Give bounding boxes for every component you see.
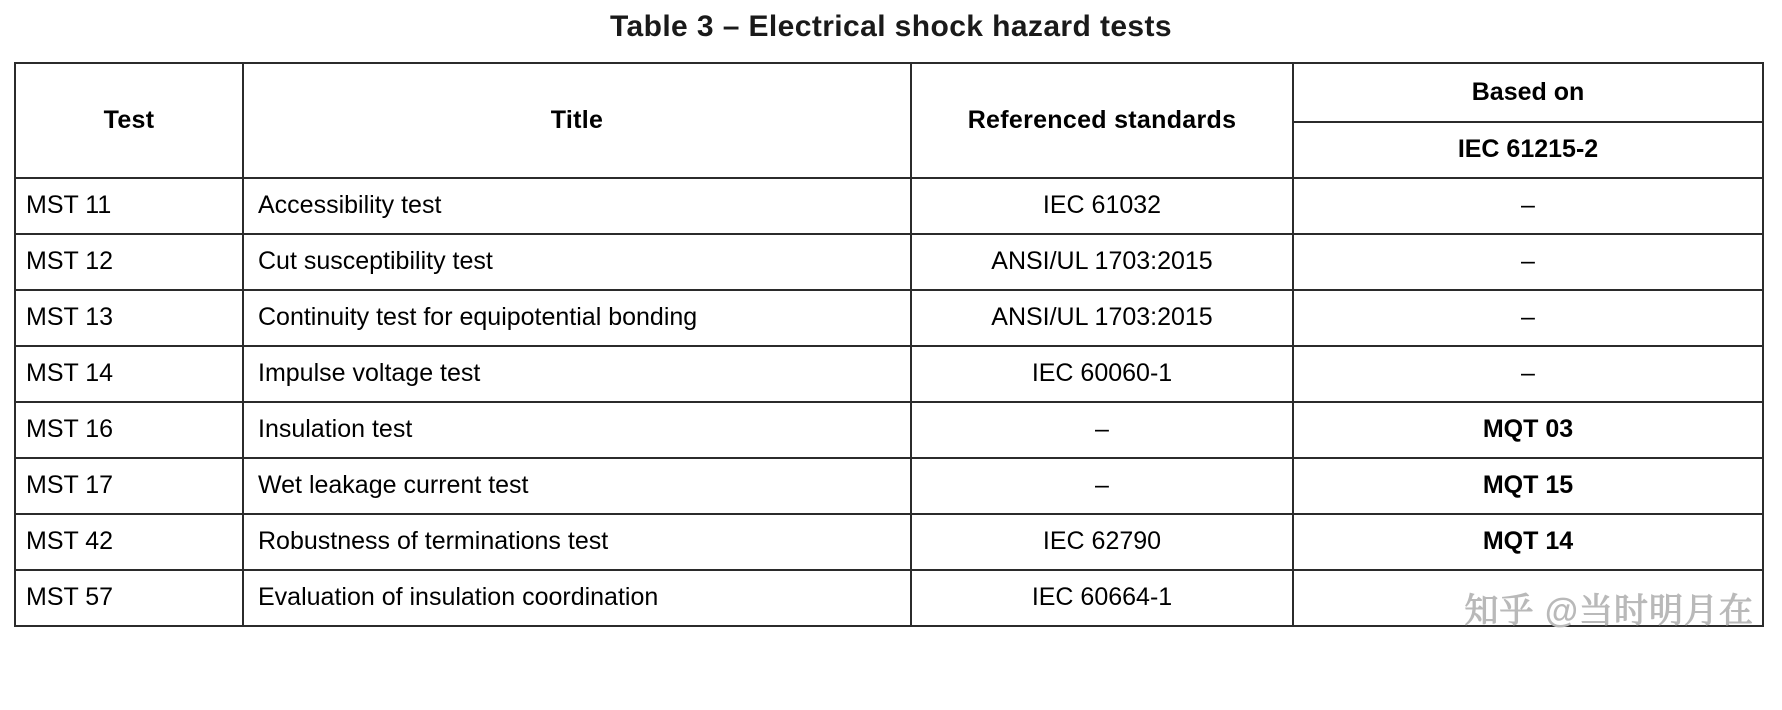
table-container xyxy=(14,62,1764,627)
watermark-text: 知乎 @当时明月在 xyxy=(1464,592,1754,630)
table-body xyxy=(15,178,1763,626)
cell-based-on: – xyxy=(1293,178,1763,234)
table-header xyxy=(15,63,1763,178)
table-row xyxy=(15,458,1763,514)
column-header-based-on-standard: IEC 61215-2 xyxy=(1457,135,1599,163)
cell-based-on: MQT 03 xyxy=(1293,402,1763,458)
column-header-title: Title xyxy=(243,63,911,178)
table-row xyxy=(15,178,1763,234)
column-header-referenced-standards: Referenced standards xyxy=(911,63,1293,178)
column-header-based-on: Based on IEC 61215-2 xyxy=(1293,63,1763,178)
cell-test: MST 11 xyxy=(15,178,243,234)
cell-test: MST 42 xyxy=(15,514,243,570)
cell-referenced-standards: ANSI/UL 1703:2015 xyxy=(911,234,1293,290)
cell-referenced-standards: IEC 60060-1 xyxy=(911,346,1293,402)
cell-title: Robustness of terminations test xyxy=(243,514,911,570)
cell-based-on xyxy=(1293,570,1763,626)
cell-referenced-standards: IEC 60664-1 xyxy=(911,570,1293,626)
cell-based-on: – xyxy=(1293,290,1763,346)
cell-based-on: MQT 14 xyxy=(1293,514,1763,570)
cell-test: MST 16 xyxy=(15,402,243,458)
cell-title: Cut susceptibility test xyxy=(243,234,911,290)
cell-test: MST 12 xyxy=(15,234,243,290)
cell-based-on: – xyxy=(1293,346,1763,402)
table-row xyxy=(15,346,1763,402)
cell-referenced-standards: – xyxy=(911,402,1293,458)
table-row xyxy=(15,514,1763,570)
cell-title: Insulation test xyxy=(243,402,911,458)
cell-test: MST 17 xyxy=(15,458,243,514)
column-header-test: Test xyxy=(15,63,243,178)
cell-title: Evaluation of insulation coordination xyxy=(243,570,911,626)
cell-referenced-standards: IEC 61032 xyxy=(911,178,1293,234)
cell-based-on: – xyxy=(1293,234,1763,290)
table-row xyxy=(15,234,1763,290)
table-caption: Table 3 – Electrical shock hazard tests xyxy=(610,10,1172,43)
cell-title: Accessibility test xyxy=(243,178,911,234)
cell-referenced-standards: – xyxy=(911,458,1293,514)
table-header-row xyxy=(15,63,1763,178)
table-row xyxy=(15,570,1763,626)
cell-referenced-standards: IEC 62790 xyxy=(911,514,1293,570)
cell-test: MST 14 xyxy=(15,346,243,402)
table-row xyxy=(15,402,1763,458)
cell-title: Wet leakage current test xyxy=(243,458,911,514)
cell-test: MST 57 xyxy=(15,570,243,626)
cell-title: Impulse voltage test xyxy=(243,346,911,402)
electrical-shock-hazard-tests-table xyxy=(14,62,1764,627)
cell-referenced-standards: ANSI/UL 1703:2015 xyxy=(911,290,1293,346)
cell-title: Continuity test for equipotential bonding xyxy=(243,290,911,346)
table-row xyxy=(15,290,1763,346)
cell-test: MST 13 xyxy=(15,290,243,346)
cell-based-on: MQT 15 xyxy=(1293,458,1763,514)
